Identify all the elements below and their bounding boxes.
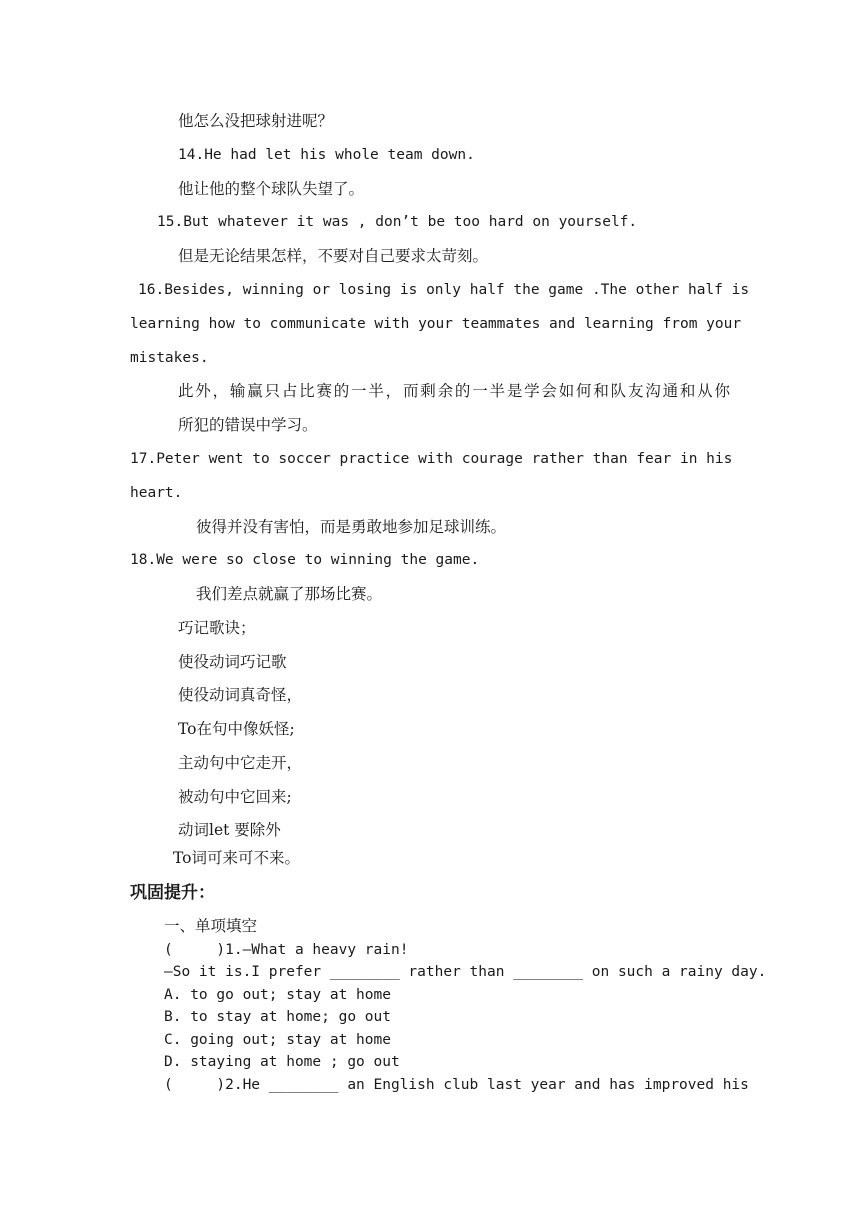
sentence-18: 18.We were so close to winning the game. [130,552,480,568]
rhyme-title: 巧记歌诀； [178,619,256,637]
sentence-17-line-2: heart. [130,485,183,501]
sentence-17-translation: 彼得并没有害怕，而是勇敢地参加足球训练。 [196,518,507,536]
question-2-stem: ( )2.He ________ an English club last year and has improved his [164,1077,749,1093]
sentence-15-translation: 但是无论结果怎样，不要对自己要求太苛刻。 [178,247,489,265]
question-1-line-2: —So it is.I prefer ________ rather than ________ on such a rainy day. [164,964,767,980]
sentence-18-translation: 我们差点就赢了那场比赛。 [196,585,383,603]
sentence-15: 15.But whatever it was , don’t be too hard on yourself. [157,214,638,230]
sentence-17-line-1: 17.Peter went to soccer practice with courage rather than fear in his [130,451,733,467]
sentence-14-translation: 他让他的整个球队失望了。 [178,180,365,198]
rhyme-line: 使役动词巧记歌 [178,653,287,671]
question-1-stem: ( )1.—What a heavy rain! [164,942,409,958]
option-c: C. going out; stay at home [164,1032,391,1048]
rhyme-line: 动词let 要除外 [178,821,281,839]
rhyme-line: To词可来可不来。 [173,849,300,867]
sub-heading: 一、单项填空 [164,917,258,935]
sentence-16-line-3: mistakes. [130,350,209,366]
rhyme-line: 主动句中它走开， [178,754,303,772]
option-a: A. to go out; stay at home [164,987,391,1003]
sentence-13-translation: 他怎么没把球射进呢？ [178,112,334,130]
sentence-16-translation-line-1: 此外，输赢只占比赛的一半，而剩余的一半是学会如何和队友沟通和从你 [178,382,730,400]
section-heading: 巩固提升： [130,883,215,903]
rhyme-line: To在句中像妖怪; [178,720,295,738]
option-b: B. to stay at home; go out [164,1009,391,1025]
sentence-16-line-2: learning how to communicate with your teammates and learning from your [130,316,742,332]
rhyme-line: 被动句中它回来; [178,788,292,806]
sentence-16-line-1: 16.Besides, winning or losing is only half the game .The other half is [138,282,750,298]
option-d: D. staying at home ; go out [164,1054,400,1070]
rhyme-line: 使役动词真奇怪， [178,686,303,704]
sentence-14: 14.He had let his whole team down. [178,147,475,163]
sentence-16-translation-line-2: 所犯的错误中学习。 [178,416,318,434]
